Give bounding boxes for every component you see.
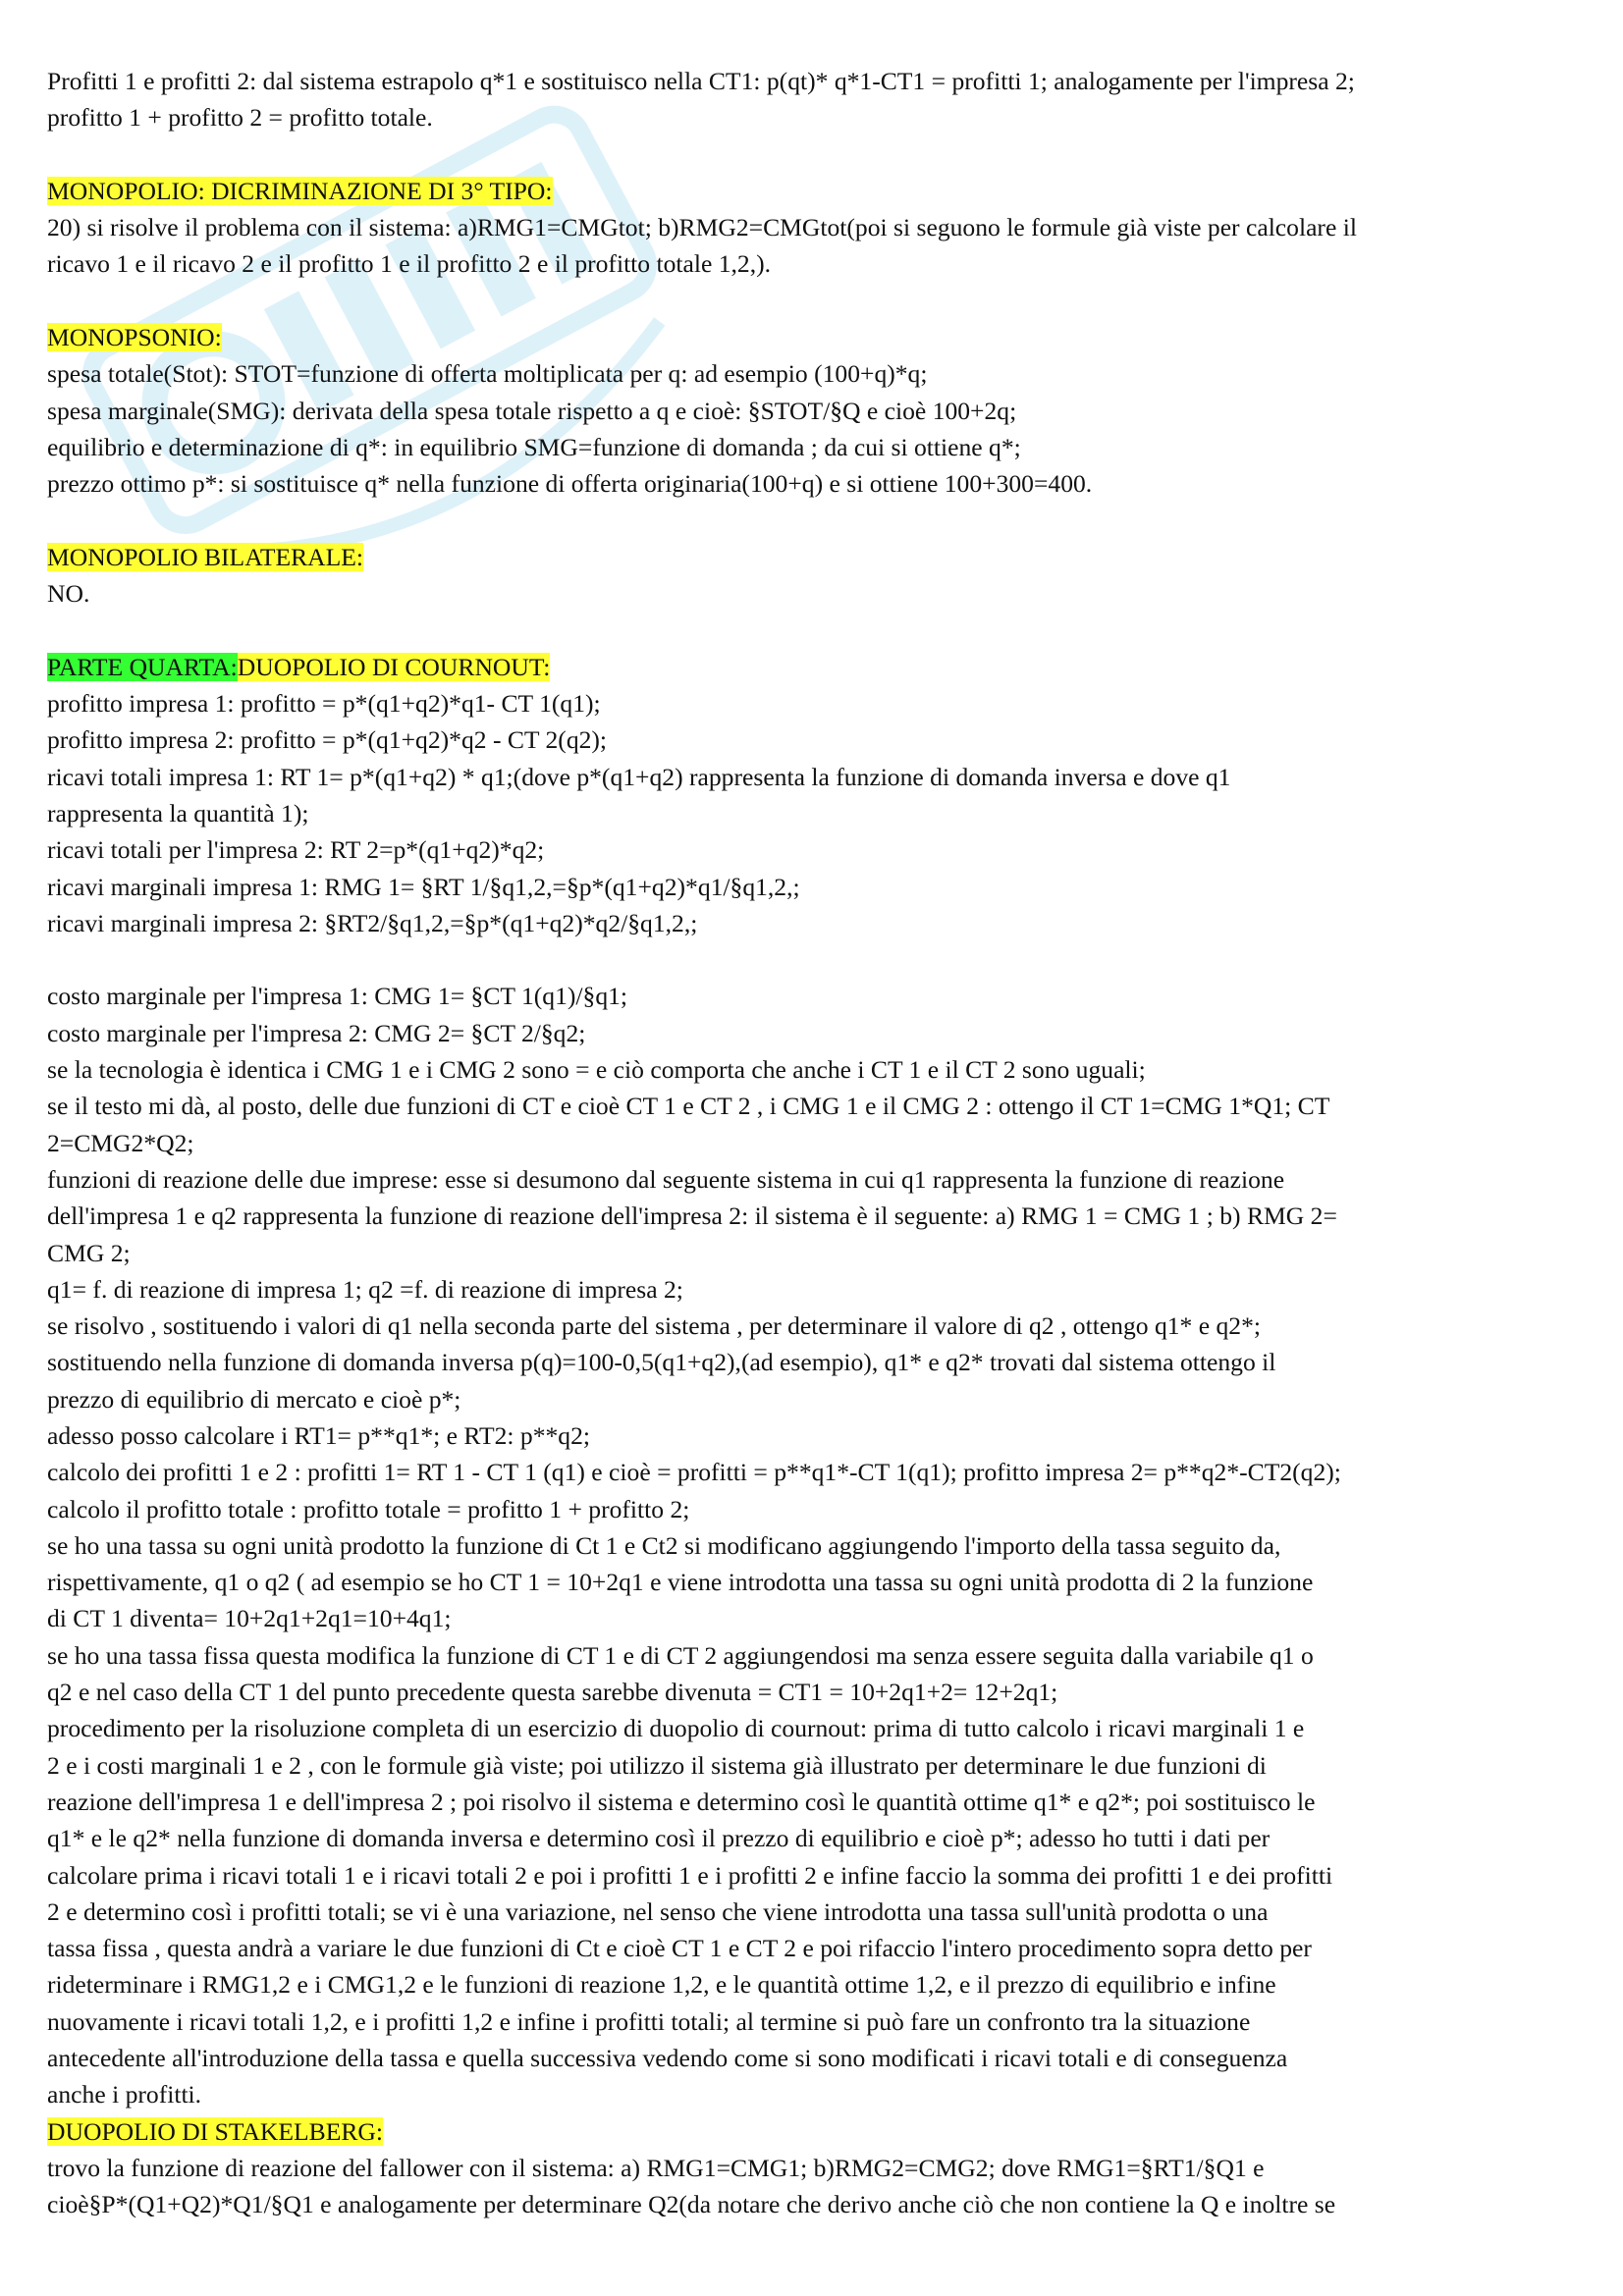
paragraph-line: costo marginale per l'impresa 2: CMG 2= §CT 2/§q2;: [47, 1018, 586, 1047]
paragraph-line: calcolo dei profitti 1 e 2 : profitti 1= RT 1 - CT 1 (q1) e cioè = profitti = p**q1*-CT 1(q1); profitto impresa 2= p**q2*-CT2(q2);: [47, 1458, 1341, 1487]
paragraph-line: 2 e determino così i profitti totali; se vi è una variazione, nel senso che viene introdotta una tassa sull'unità prodotta o una: [47, 1896, 1269, 1926]
paragraph-line: prezzo di equilibrio di mercato e cioè p*;: [47, 1384, 461, 1414]
paragraph-line: antecedente all'introduzione della tassa e quella successiva vedendo come si sono modificati i ricavi totali e di conseguenza: [47, 2044, 1288, 2073]
paragraph-line: ricavi totali impresa 1: RT 1= p*(q1+q2) * q1;(dove p*(q1+q2) rappresenta la funzione di domanda inversa e dove q1: [47, 762, 1231, 791]
paragraph-line: cioè§P*(Q1+Q2)*Q1/§Q1 e analogamente per determinare Q2(da notare che derivo anche ciò che non contiene la Q e inoltre se: [47, 2190, 1336, 2219]
heading-highlight: MONOPOLIO: DICRIMINAZIONE DI 3° TIPO:: [47, 176, 553, 205]
paragraph-line: se la tecnologia è identica i CMG 1 e i CMG 2 sono = e ciò comporta che anche i CT 1 e il CT 2 sono uguali;: [47, 1055, 1146, 1085]
paragraph-line: prezzo ottimo p*: si sostituisce q* nella funzione di offerta originaria(100+q) e si ottiene 100+300=400.: [47, 469, 1093, 499]
paragraph-line: q1= f. di reazione di impresa 1; q2 =f. di reazione di impresa 2;: [47, 1274, 683, 1304]
heading-highlight: MONOPOLIO BILATERALE:: [47, 542, 364, 571]
paragraph-line: profitto impresa 2: profitto = p*(q1+q2)*q2 - CT 2(q2);: [47, 725, 608, 755]
paragraph-line: ricavi marginali impresa 2: §RT2/§q1,2,=§p*(q1+q2)*q2/§q1,2,;: [47, 908, 698, 937]
paragraph-line: profitto impresa 1: profitto = p*(q1+q2)*q1- CT 1(q1);: [47, 689, 601, 719]
intro-line: profitto 1 + profitto 2 = profitto totale.: [47, 103, 433, 133]
paragraph-line: se risolvo , sostituendo i valori di q1 nella seconda parte del sistema , per determinare il valore di q2 , ottengo q1* e q2*;: [47, 1311, 1262, 1341]
paragraph-line: costo marginale per l'impresa 1: CMG 1= §CT 1(q1)/§q1;: [47, 982, 628, 1011]
paragraph-line: trovo la funzione di reazione del fallower con il sistema: a) RMG1=CMG1; b)RMG2=CMG2; dove RMG1=§RT1/§Q1 e: [47, 2153, 1265, 2182]
paragraph-line: 2=CMG2*Q2;: [47, 1128, 194, 1157]
paragraph-line: rispettivamente, q1 o q2 ( ad esempio se ho CT 1 = 10+2q1 e viene introdotta una tassa su ogni unità prodotta di 2 la funzione: [47, 1568, 1314, 1597]
paragraph-line: NO.: [47, 579, 90, 609]
paragraph-line: nuovamente i ricavi totali 1,2, e i profitti 1,2 e infine i profitti totali; al termine si può fare un confronto tra la situazione: [47, 2006, 1251, 2036]
document-page: [47, 63, 1589, 2223]
paragraph-line: equilibrio e determinazione di q*: in equilibrio SMG=funzione di domanda ; da cui si ottiene q*;: [47, 432, 1021, 461]
paragraph-line: funzioni di reazione delle due imprese: esse si desumono dal seguente sistema in cui q1 rappresenta la funzione di reazione: [47, 1164, 1285, 1194]
section-heading-cournot: [47, 649, 1589, 685]
paragraph-line: sostituendo nella funzione di domanda inversa p(q)=100-0,5(q1+q2),(ad esempio), q1* e q2* trovati dal sistema ottengo il: [47, 1348, 1276, 1377]
heading-highlight: DUOPOLIO DI STAKELBERG:: [47, 2116, 384, 2146]
section-heading-monopsonio: [47, 319, 1589, 355]
paragraph-line: calcolo il profitto totale : profitto totale = profitto 1 + profitto 2;: [47, 1494, 690, 1523]
cournot-block-a: [47, 685, 1589, 941]
paragraph-line: dell'impresa 1 e q2 rappresenta la funzione di reazione dell'impresa 2: il sistema è il seguente: a) RMG 1 = CMG 1 ; b) RMG 2=: [47, 1201, 1337, 1231]
paragraph-line: ricavi totali per l'impresa 2: RT 2=p*(q1+q2)*q2;: [47, 835, 545, 865]
paragraph-line: q2 e nel caso della CT 1 del punto precedente questa sarebbe divenuta = CT1 = 10+2q1+2= 12+2q1;: [47, 1678, 1058, 1707]
cournot-block-b: [47, 978, 1589, 2112]
paragraph-line: se ho una tassa su ogni unità prodotto la funzione di Ct 1 e Ct2 si modificano aggiungendo l'importo della tassa seguito da,: [47, 1530, 1281, 1560]
paragraph-line: anche i profitti.: [47, 2080, 202, 2109]
paragraph-line: spesa marginale(SMG): derivata della spesa totale rispetto a q e cioè: §STOT/§Q e cioè 100+2q;: [47, 396, 1017, 425]
paragraph-line: procedimento per la risoluzione completa di un esercizio di duopolio di cournout: prima di tutto calcolo i ricavi marginali 1 e: [47, 1714, 1305, 1743]
heading-highlight: DUOPOLIO DI COURNOUT:: [237, 652, 551, 681]
paragraph-line: reazione dell'impresa 1 e dell'impresa 2 ; poi risolvo il sistema e determino così le quantità ottime q1* e q2*; poi sostituisco le: [47, 1787, 1316, 1816]
paragraph-line: q1* e le q2* nella funzione di domanda inversa e determino così il prezzo di equilibrio e cioè p*; adesso ho tutti i dati per: [47, 1824, 1271, 1853]
paragraph-line: rappresenta la quantità 1);: [47, 798, 309, 828]
heading-highlight: MONOPSONIO:: [47, 323, 222, 352]
paragraph-line: rideterminare i RMG1,2 e i CMG1,2 e le funzioni di reazione 1,2, e le quantità ottime 1,2, e il prezzo di equilibrio e infine: [47, 1970, 1276, 2000]
paragraph-line: se ho una tassa fissa questa modifica la funzione di CT 1 e di CT 2 aggiungendosi ma senza essere seguita dalla variabile q1 o: [47, 1640, 1314, 1670]
paragraph-line: calcolare prima i ricavi totali 1 e i ricavi totali 2 e poi i profitti 1 e i profitti 2 e infine faccio la somma dei profitti 1 e dei profitti: [47, 1860, 1333, 1890]
section-heading-bilaterale: [47, 539, 1589, 575]
part-highlight: PARTE QUARTA:: [47, 652, 238, 681]
paragraph-line: 2 e i costi marginali 1 e 2 , con le formule già viste; poi utilizzo il sistema già illustrato per determinare le due funzioni di: [47, 1750, 1267, 1780]
paragraph-line: tassa fissa , questa andrà a variare le due funzioni di Ct e cioè CT 1 e CT 2 e poi rifaccio l'intero procedimento sopra detto per: [47, 1934, 1312, 1963]
paragraph-line: 20) si risolve il problema con il sistema: a)RMG1=CMGtot; b)RMG2=CMGtot(poi si seguono le formule già viste per calcolare il: [47, 213, 1357, 242]
section-heading-stakelberg: [47, 2113, 1589, 2150]
paragraph-line: di CT 1 diventa= 10+2q1+2q1=10+4q1;: [47, 1604, 452, 1633]
section-heading-discriminazione: [47, 173, 1589, 209]
paragraph-line: se il testo mi dà, al posto, delle due funzioni di CT e cioè CT 1 e CT 2 , i CMG 1 e il CMG 2 : ottengo il CT 1=CMG 1*Q1; CT: [47, 1092, 1330, 1121]
paragraph-line: ricavo 1 e il ricavo 2 e il profitto 1 e il profitto 2 e il profitto totale 1,2,).: [47, 249, 772, 279]
intro-line: Profitti 1 e profitti 2: dal sistema estrapolo q*1 e sostituisco nella CT1: p(qt)* q*1-CT1 = profitti 1; analogamente per l'impresa 2;: [47, 67, 1355, 95]
paragraph-line: CMG 2;: [47, 1238, 131, 1267]
paragraph-line: adesso posso calcolare i RT1= p**q1*; e RT2: p**q2;: [47, 1420, 591, 1450]
paragraph-line: ricavi marginali impresa 1: RMG 1= §RT 1/§q1,2,=§p*(q1+q2)*q1/§q1,2,;: [47, 872, 800, 901]
paragraph-line: spesa totale(Stot): STOT=funzione di offerta moltiplicata per q: ad esempio (100+q)*q;: [47, 359, 928, 389]
